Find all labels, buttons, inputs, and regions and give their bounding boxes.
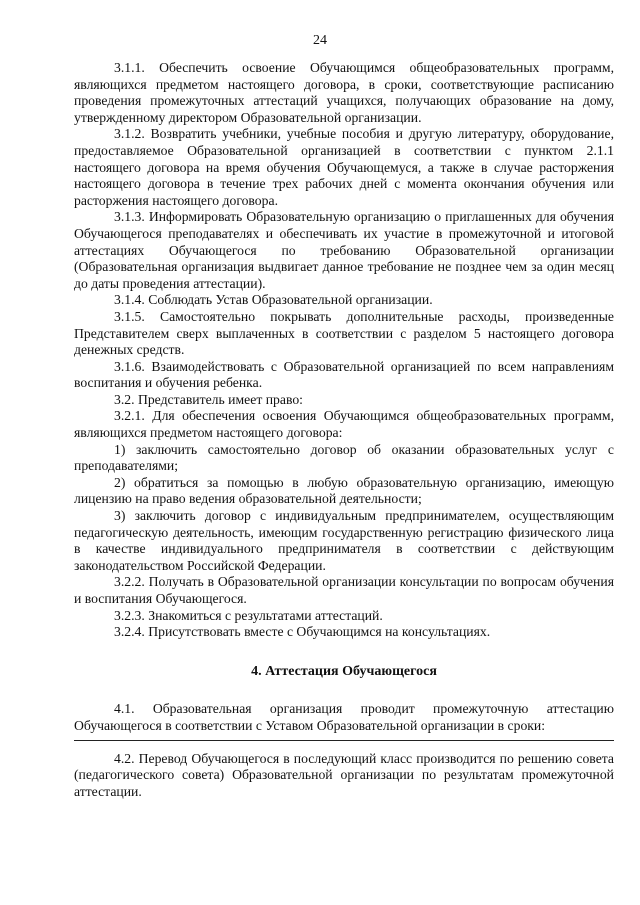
paragraph-3-2-4: 3.2.4. Присутствовать вместе с Обучающимся на консультациях.: [114, 624, 491, 640]
paragraph-4-1: 4.1. Образовательная организация проводит промежуточную аттестацию Обучающегося в соответствии с Уставом Образовательной организации в сроки:: [74, 701, 614, 733]
paragraph-3-1-5: 3.1.5. Самостоятельно покрывать дополнительные расходы, произведенные Представителем сверх выплаченных в соответствии с разделом 5 настоящего договора денежных средств.: [74, 308, 614, 358]
list-item-3: 3) заключить договор с индивидуальным предпринимателем, осуществляющим педагогическую деятельность, имеющим государственную регистрацию физического лица в качестве индивидуального предпринимателя в соответствии с действующим законодательством Российской Федерации.: [74, 508, 614, 573]
paragraph-3-2-3: 3.2.3. Знакомиться с результатами аттестаций.: [114, 607, 383, 623]
paragraph-3-2-2: 3.2.2. Получать в Образовательной организации консультации по вопросам обучения и воспитания Обучающегося.: [74, 574, 614, 606]
document-body: [74, 60, 614, 800]
paragraph-3-2-1: 3.2.1. Для обеспечения освоения Обучающимся общеобразовательных программ, являющихся предметом настоящего договора:: [74, 408, 614, 441]
list-item-1: 1) заключить самостоятельно договор об оказании образовательных услуг с преподавателями;: [74, 441, 614, 474]
paragraph-3-1-6: 3.1.6. Взаимодействовать с Образовательной организацией по всем направлениям воспитания и обучения ребенка.: [74, 358, 614, 391]
paragraph-3-1-2: 3.1.2. Возвратить учебники, учебные пособия и другую литературу, оборудование, предоставляемое Образовательной организацией в соответствии с пунктом 2.1.1 настоящего договора на время обучения Обучающемуся, а также в случае расторжения настоящего договора в течение трех рабочих дней с момента окончания обучения или расторжения настоящего договора.: [74, 126, 614, 208]
paragraph-3-1-4: 3.1.4. Соблюдать Устав Образовательной организации.: [114, 292, 433, 308]
paragraph-3-1-1: 3.1.1. Обеспечить освоение Обучающимся общеобразовательных программ, являющихся предметом настоящего договора, в сроки, соответствующие расписанию проведения промежуточных аттестаций учащихся, получающих образование на дому, утвержденному директором Образовательной организации.: [74, 60, 614, 125]
paragraph-4-2: 4.2. Перевод Обучающегося в последующий класс производится по решению совета (педагогического совета) Образовательной организации по результатам промежуточной аттестации.: [74, 750, 614, 799]
section-heading: 4. Аттестация Обучающегося: [251, 663, 437, 679]
paragraph-3-1-3: 3.1.3. Информировать Образовательную организацию о приглашенных для обучения Обучающегося преподавателях и обеспечивать их участие в промежуточной и итоговой аттестациях Обучающегося по требованию Образовательной организации (Образовательная организация выдвигает данное требование не позднее чем за один месяц до даты проведения аттестации).: [74, 209, 614, 291]
page-number: 24: [313, 33, 327, 48]
list-item-2: 2) обратиться за помощью в любую образовательную организацию, имеющую лицензию на право ведения образовательной деятельности;: [74, 474, 614, 507]
paragraph-3-2: 3.2. Представитель имеет право:: [114, 391, 303, 407]
fill-in-blank-line: [74, 740, 614, 741]
